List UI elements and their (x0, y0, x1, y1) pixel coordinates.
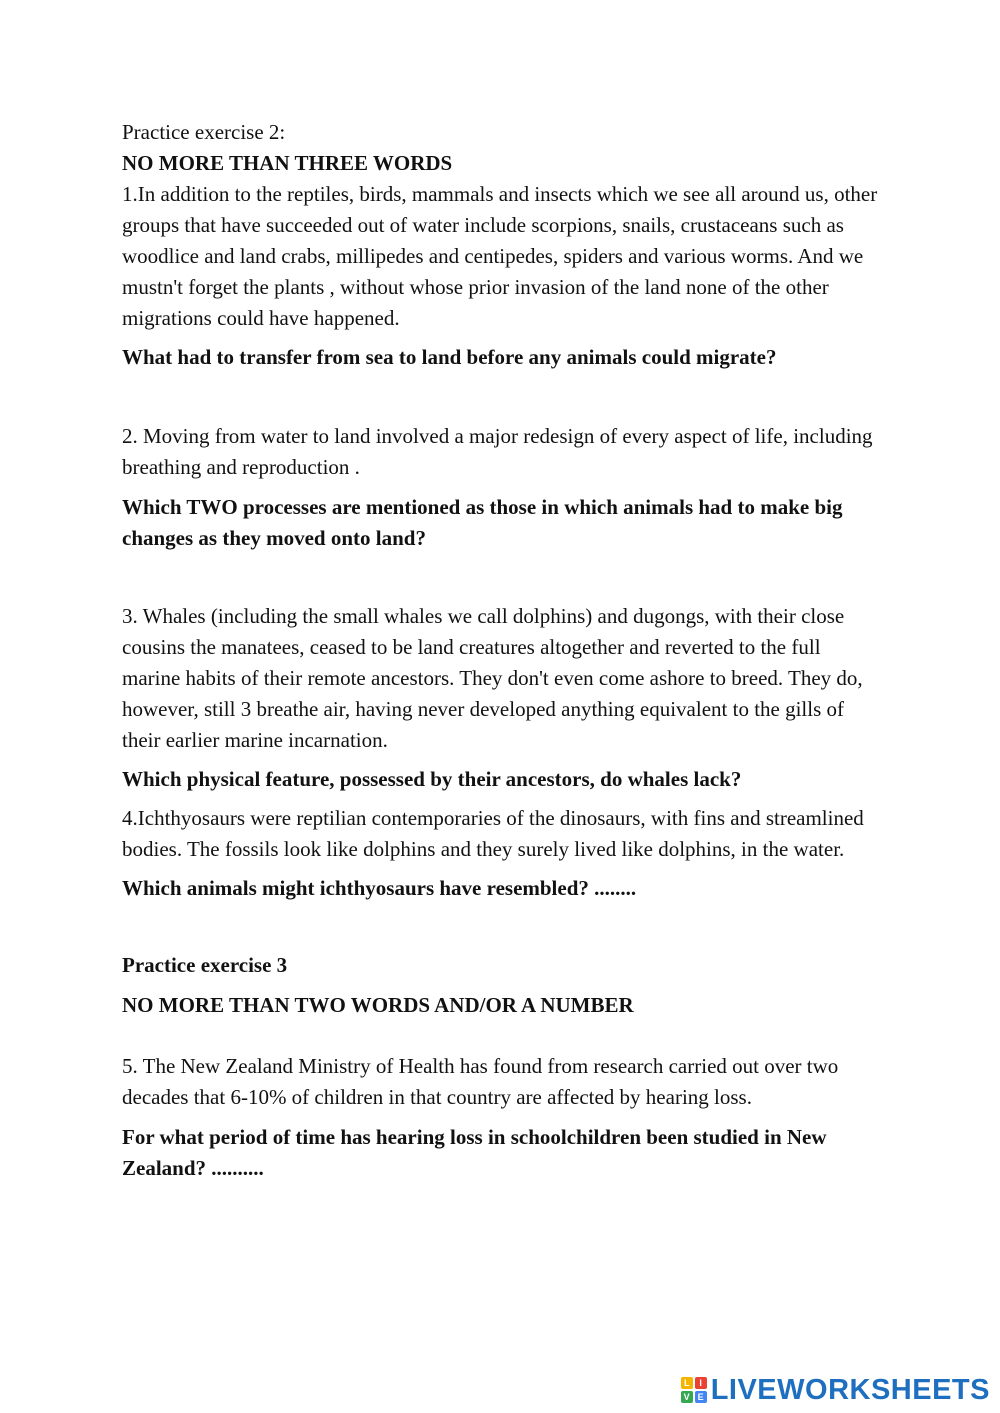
passage-3: 3. Whales (including the small whales we call dolphins) and dugongs, with their close cousins the manatees, ceased to be land creatures altogether and reverted to the full marine habits of their remote ancestors. They don't even come ashore to breed. They do, however, still 3 breathe air, having never developed anything equivalent to the gills of their earlier marine incarnation. (122, 604, 863, 752)
question-3: Which physical feature, possessed by their ancestors, do whales lack? (122, 767, 742, 791)
question-1: What had to transfer from sea to land before any animals could migrate? (122, 345, 777, 369)
exercise-2-instruction: NO MORE THAN THREE WORDS (122, 151, 453, 175)
logo-letter: L (681, 1377, 693, 1389)
passage-1: 1.In addition to the reptiles, birds, mammals and insects which we see all around us, other groups that have succeeded out of water include scorpions, snails, crustaceans such as woodlice and land crabs, millipedes and centipedes, spiders and various worms. And we mustn't forget the plants , without whose prior invasion of the land none of the other migrations could have happened. (122, 182, 878, 330)
exercise-3-section (122, 950, 882, 1184)
exercise-2-title: Practice exercise 2: (122, 120, 286, 144)
logo-letter: I (695, 1377, 707, 1389)
question-5: For what period of time has hearing loss in schoolchildren been studied in New Zealand? .......... (122, 1125, 827, 1180)
exercise-3-instruction: NO MORE THAN TWO WORDS AND/OR A NUMBER (122, 993, 634, 1017)
liveworksheets-logo-icon (681, 1377, 707, 1403)
exercise-3-title: Practice exercise 3 (122, 953, 288, 977)
logo-letter: V (681, 1391, 693, 1403)
question-4: Which animals might ichthyosaurs have resembled? ........ (122, 876, 637, 900)
passage-2: 2. Moving from water to land involved a major redesign of every aspect of life, including breathing and reproduction . (122, 424, 873, 479)
liveworksheets-brand (681, 1373, 990, 1407)
passage-5: 5. The New Zealand Ministry of Health has found from research carried out over two decades that 6-10% of children in that country are affected by hearing loss. (122, 1054, 839, 1109)
exercise-2-section (122, 117, 882, 904)
worksheet-page (122, 117, 882, 1184)
question-2: Which TWO processes are mentioned as those in which animals had to make big changes as they moved onto land? (122, 495, 843, 550)
logo-letter: E (695, 1391, 707, 1403)
passage-4: 4.Ichthyosaurs were reptilian contemporaries of the dinosaurs, with fins and streamlined bodies. The fossils look like dolphins and they surely lived like dolphins, in the water. (122, 806, 864, 861)
liveworksheets-wordmark: LIVEWORKSHEETS (710, 1373, 990, 1406)
